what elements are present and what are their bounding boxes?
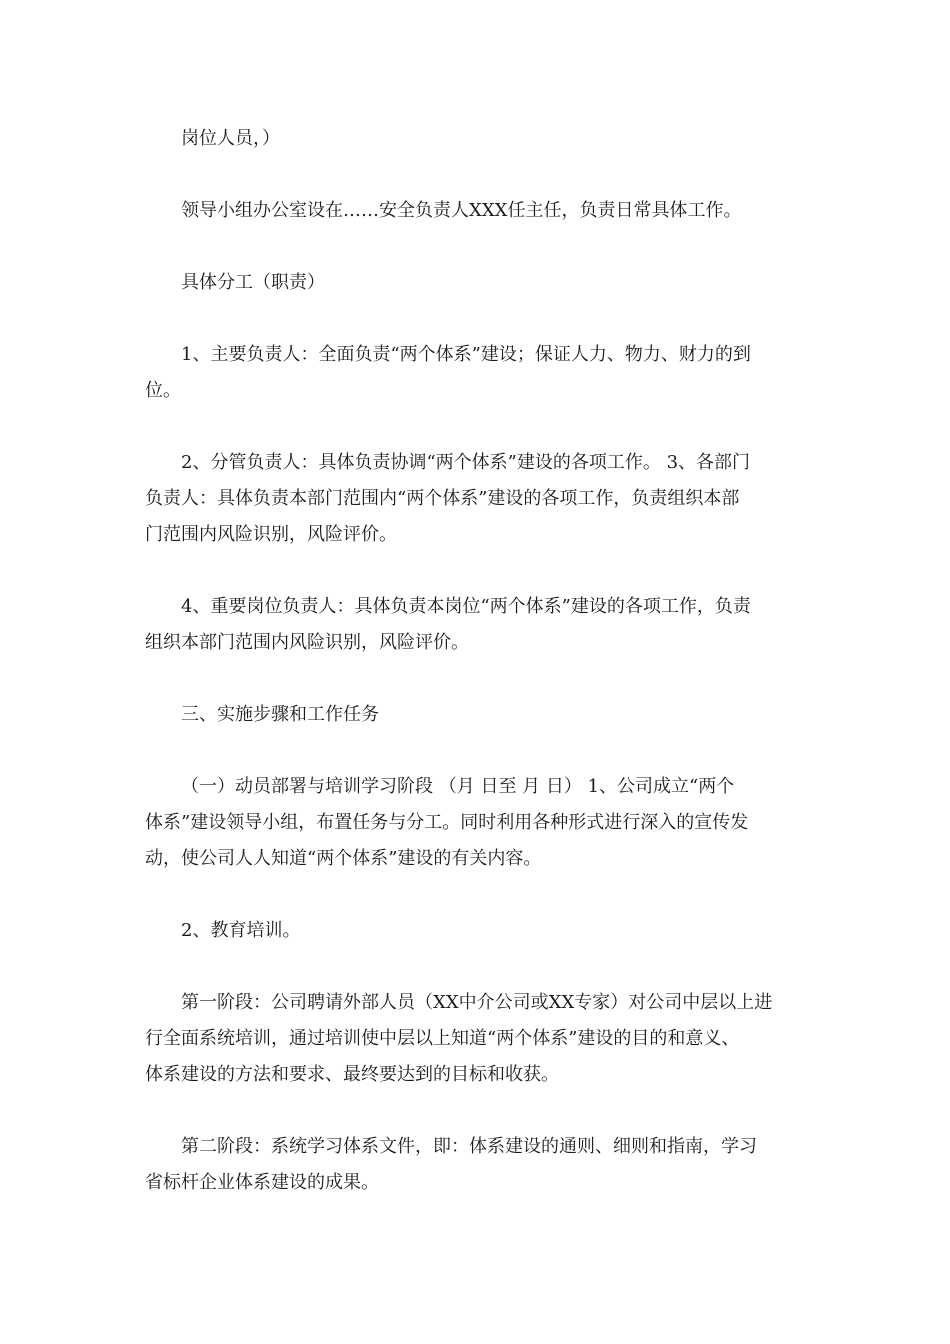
text-line: 组织本部门范围内风险识别，风险评价。 — [145, 632, 469, 653]
paragraph-duty-1 — [145, 337, 805, 409]
paragraph-stage-1 — [145, 985, 805, 1093]
text-line: 门范围内风险识别，风险评价。 — [145, 524, 397, 545]
text-line: 体系”建设领导小组，布置任务与分工。同时利用各种形式进行深入的宣传发 — [145, 812, 749, 833]
text-line: 4、重要岗位负责人：具体负责本岗位“两个体系”建设的各项工作，负责 — [181, 596, 751, 617]
text-line: 第二阶段：系统学习体系文件，即：体系建设的通则、细则和指南，学习 — [181, 1136, 757, 1157]
paragraph-duty-4 — [145, 589, 805, 661]
paragraph-office — [145, 193, 805, 229]
text-line: 负责人：具体负责本部门范围内“两个体系”建设的各项工作，负责组织本部 — [145, 488, 740, 509]
section-heading-implementation — [145, 697, 805, 733]
text-line: 2、分管负责人：具体负责协调“两个体系”建设的各项工作。 3、各部门 — [181, 452, 751, 473]
paragraph-duty-2-3 — [145, 445, 805, 553]
paragraph-stage-2 — [145, 1129, 805, 1201]
text-line: 体系建设的方法和要求、最终要达到的目标和收获。 — [145, 1064, 559, 1085]
document-body — [145, 121, 805, 1201]
text-line: 动，使公司人人知道“两个体系”建设的有关内容。 — [145, 848, 542, 869]
paragraph-post-personnel — [145, 121, 805, 157]
text-line: 位。 — [145, 380, 181, 401]
text-line: 1、主要负责人：全面负责“两个体系”建设；保证人力、物力、财力的到 — [181, 344, 751, 365]
text-line: 三、实施步骤和工作任务 — [181, 704, 379, 725]
text-line: 第一阶段：公司聘请外部人员（XX中介公司或XX专家）对公司中层以上进 — [181, 992, 773, 1013]
paragraph-phase-one — [145, 769, 805, 877]
text-line: 岗位人员，） — [181, 128, 280, 149]
paragraph-division-heading — [145, 265, 805, 301]
text-line: （一）动员部署与培训学习阶段 （月 日至 月 日） 1、公司成立“两个 — [181, 776, 735, 797]
text-line: 具体分工（职责） — [181, 272, 325, 293]
text-line: 领导小组办公室设在……安全负责人XXX任主任，负责日常具体工作。 — [181, 200, 742, 221]
text-line: 2、教育培训。 — [181, 920, 301, 941]
text-line: 省标杆企业体系建设的成果。 — [145, 1172, 379, 1193]
text-line: 行全面系统培训，通过培训使中层以上知道“两个体系”建设的目的和意义、 — [145, 1028, 740, 1049]
paragraph-education — [145, 913, 805, 949]
